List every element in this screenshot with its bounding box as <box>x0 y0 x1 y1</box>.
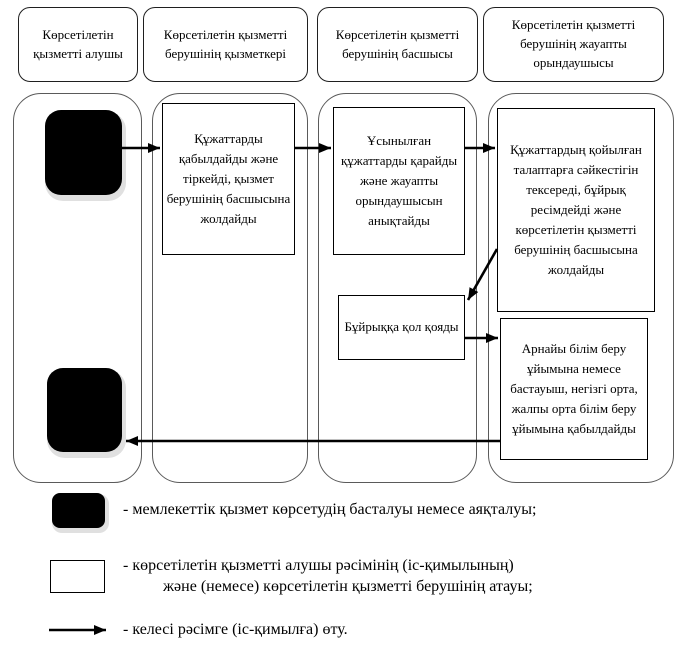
process-box-text: Ұсынылған құжаттарды қарайды және жауапты орындаушысын анықтайды <box>340 132 458 229</box>
lane-header-provider-employee <box>143 7 308 82</box>
process-box-text: Арнайы білім беру ұйымына немесе бастауыш, негізгі орта, жалпы орта білім беру ұйымына қабылдайды <box>510 340 638 437</box>
lane-header-responsible-executor <box>483 7 664 82</box>
process-box-check-docs <box>497 108 655 312</box>
legend-process-label-line2: және (немесе) көрсетілетін қызметті берушінің атауы; <box>163 577 533 595</box>
legend-process-icon <box>50 560 105 593</box>
process-box-text: Құжаттардың қойылған талаптарға сәйкестігін тексереді, бұйрық ресімдейді және көрсетілетін қызметті берушінің басшысына жолдайды <box>510 141 642 278</box>
legend-process-label-line1: - көрсетілетін қызметті алушы рәсімінің (іс-қимылының) <box>123 557 514 574</box>
lane-header-provider-head <box>317 7 478 82</box>
legend-arrow-icon <box>48 623 110 637</box>
process-box-text: Құжаттарды қабылдайды және тіркейді, қызмет берушінің басшысына жолдайды <box>166 130 291 227</box>
legend-start-end-icon <box>52 493 105 528</box>
end-node <box>47 368 122 452</box>
lane-header-service-recipient <box>18 7 138 82</box>
lane-header-label: Көрсетілетін қызметті берушінің басшысы <box>335 26 460 61</box>
legend-start-end-label: - мемлекеттік қызмет көрсетудің басталуы немесе аяқталуы; <box>123 501 537 518</box>
lane-header-label: Көрсетілетін қызметті берушінің қызметкері <box>163 26 288 61</box>
lane-header-label: Көрсетілетін қызметті алушы <box>33 26 123 61</box>
process-box-sign-order <box>338 295 465 360</box>
process-box-review-assign <box>333 107 465 255</box>
process-box-text: Бұйрыққа қол қояды <box>344 319 459 335</box>
process-box-receive-register <box>162 103 295 255</box>
lane-header-label: Көрсетілетін қызметті берушінің жауапты орындаушысы <box>511 17 636 70</box>
start-node <box>45 110 122 195</box>
legend-arrow-label: - келесі рәсімге (іс-қимылға) өту. <box>123 621 348 638</box>
legend-process-label <box>123 556 533 598</box>
process-box-admit <box>500 318 648 460</box>
